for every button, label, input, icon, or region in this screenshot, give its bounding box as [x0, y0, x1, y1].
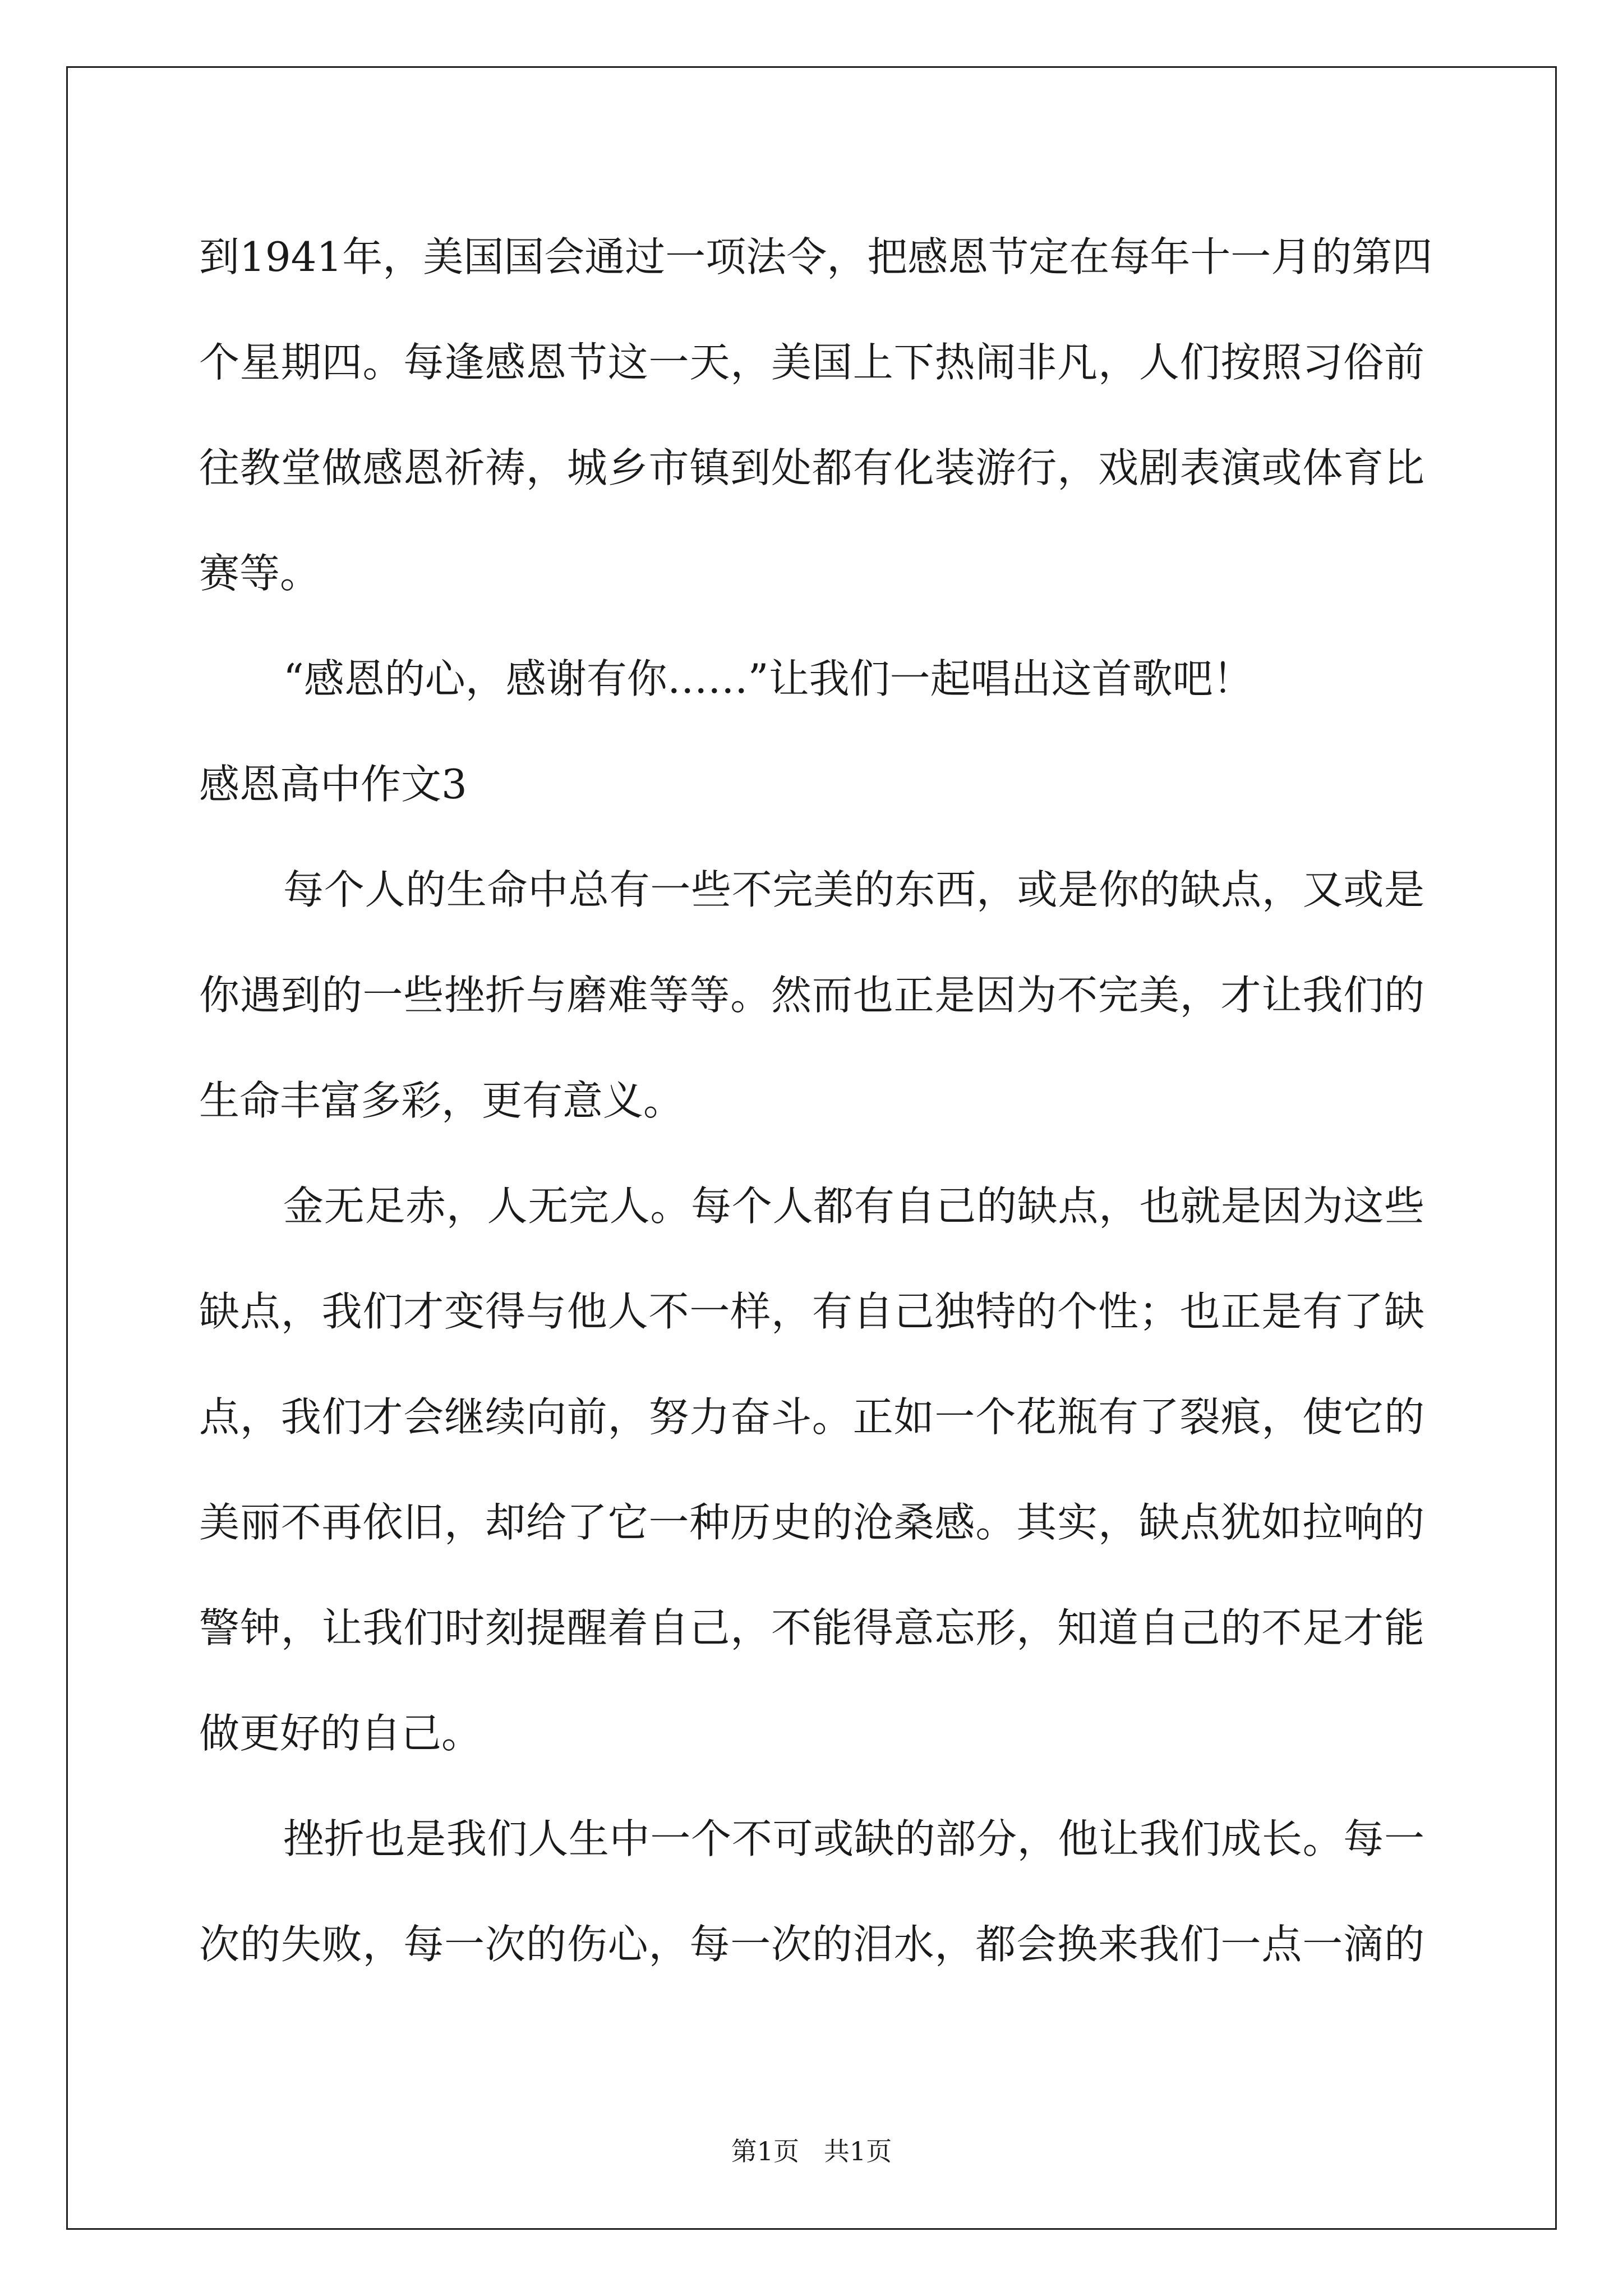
- page-footer: 第1页 共1页: [731, 2136, 892, 2166]
- text-line: 点，我们才会继续向前，努力奋斗。正如一个花瓶有了裂痕，使它的: [199, 1393, 1424, 1441]
- text-line: 赛等。: [199, 550, 321, 597]
- text-line: “感恩的心，感谢有你……”让我们一起唱出这首歌吧！: [283, 655, 1253, 702]
- text-line: 次的失败，每一次的伤心，每一次的泪水，都会换来我们一点一滴的: [199, 1921, 1424, 1968]
- text-line: 挫折也是我们人生中一个不可或缺的部分，他让我们成长。每一: [283, 1815, 1424, 1862]
- text-line: 生命丰富多彩，更有意义。: [199, 1077, 684, 1124]
- text-line: 做更好的自己。: [199, 1710, 482, 1757]
- text-line: 往教堂做感恩祈祷，城乡市镇到处都有化装游行，戏剧表演或体育比: [199, 444, 1424, 491]
- section-heading: 感恩高中作文3: [199, 761, 467, 808]
- text-line: 到1941年，美国国会通过一项法令，把感恩节定在每年十一月的第四: [199, 233, 1433, 280]
- text-line: 个星期四。每逢感恩节这一天，美国上下热闹非凡，人们按照习俗前: [199, 339, 1424, 386]
- text-line: 警钟，让我们时刻提醒着自己，不能得意忘形，知道自己的不足才能: [199, 1604, 1424, 1651]
- text-line: 金无足赤，人无完人。每个人都有自己的缺点，也就是因为这些: [283, 1182, 1424, 1230]
- text-line: 每个人的生命中总有一些不完美的东西，或是你的缺点，又或是: [283, 866, 1424, 913]
- text-line: 缺点，我们才变得与他人不一样，有自己独特的个性；也正是有了缺: [199, 1288, 1424, 1335]
- text-line: 美丽不再依旧，却给了它一种历史的沧桑感。其实，缺点犹如拉响的: [199, 1499, 1424, 1546]
- text-line: 你遇到的一些挫折与磨难等等。然而也正是因为不完美，才让我们的: [199, 972, 1424, 1019]
